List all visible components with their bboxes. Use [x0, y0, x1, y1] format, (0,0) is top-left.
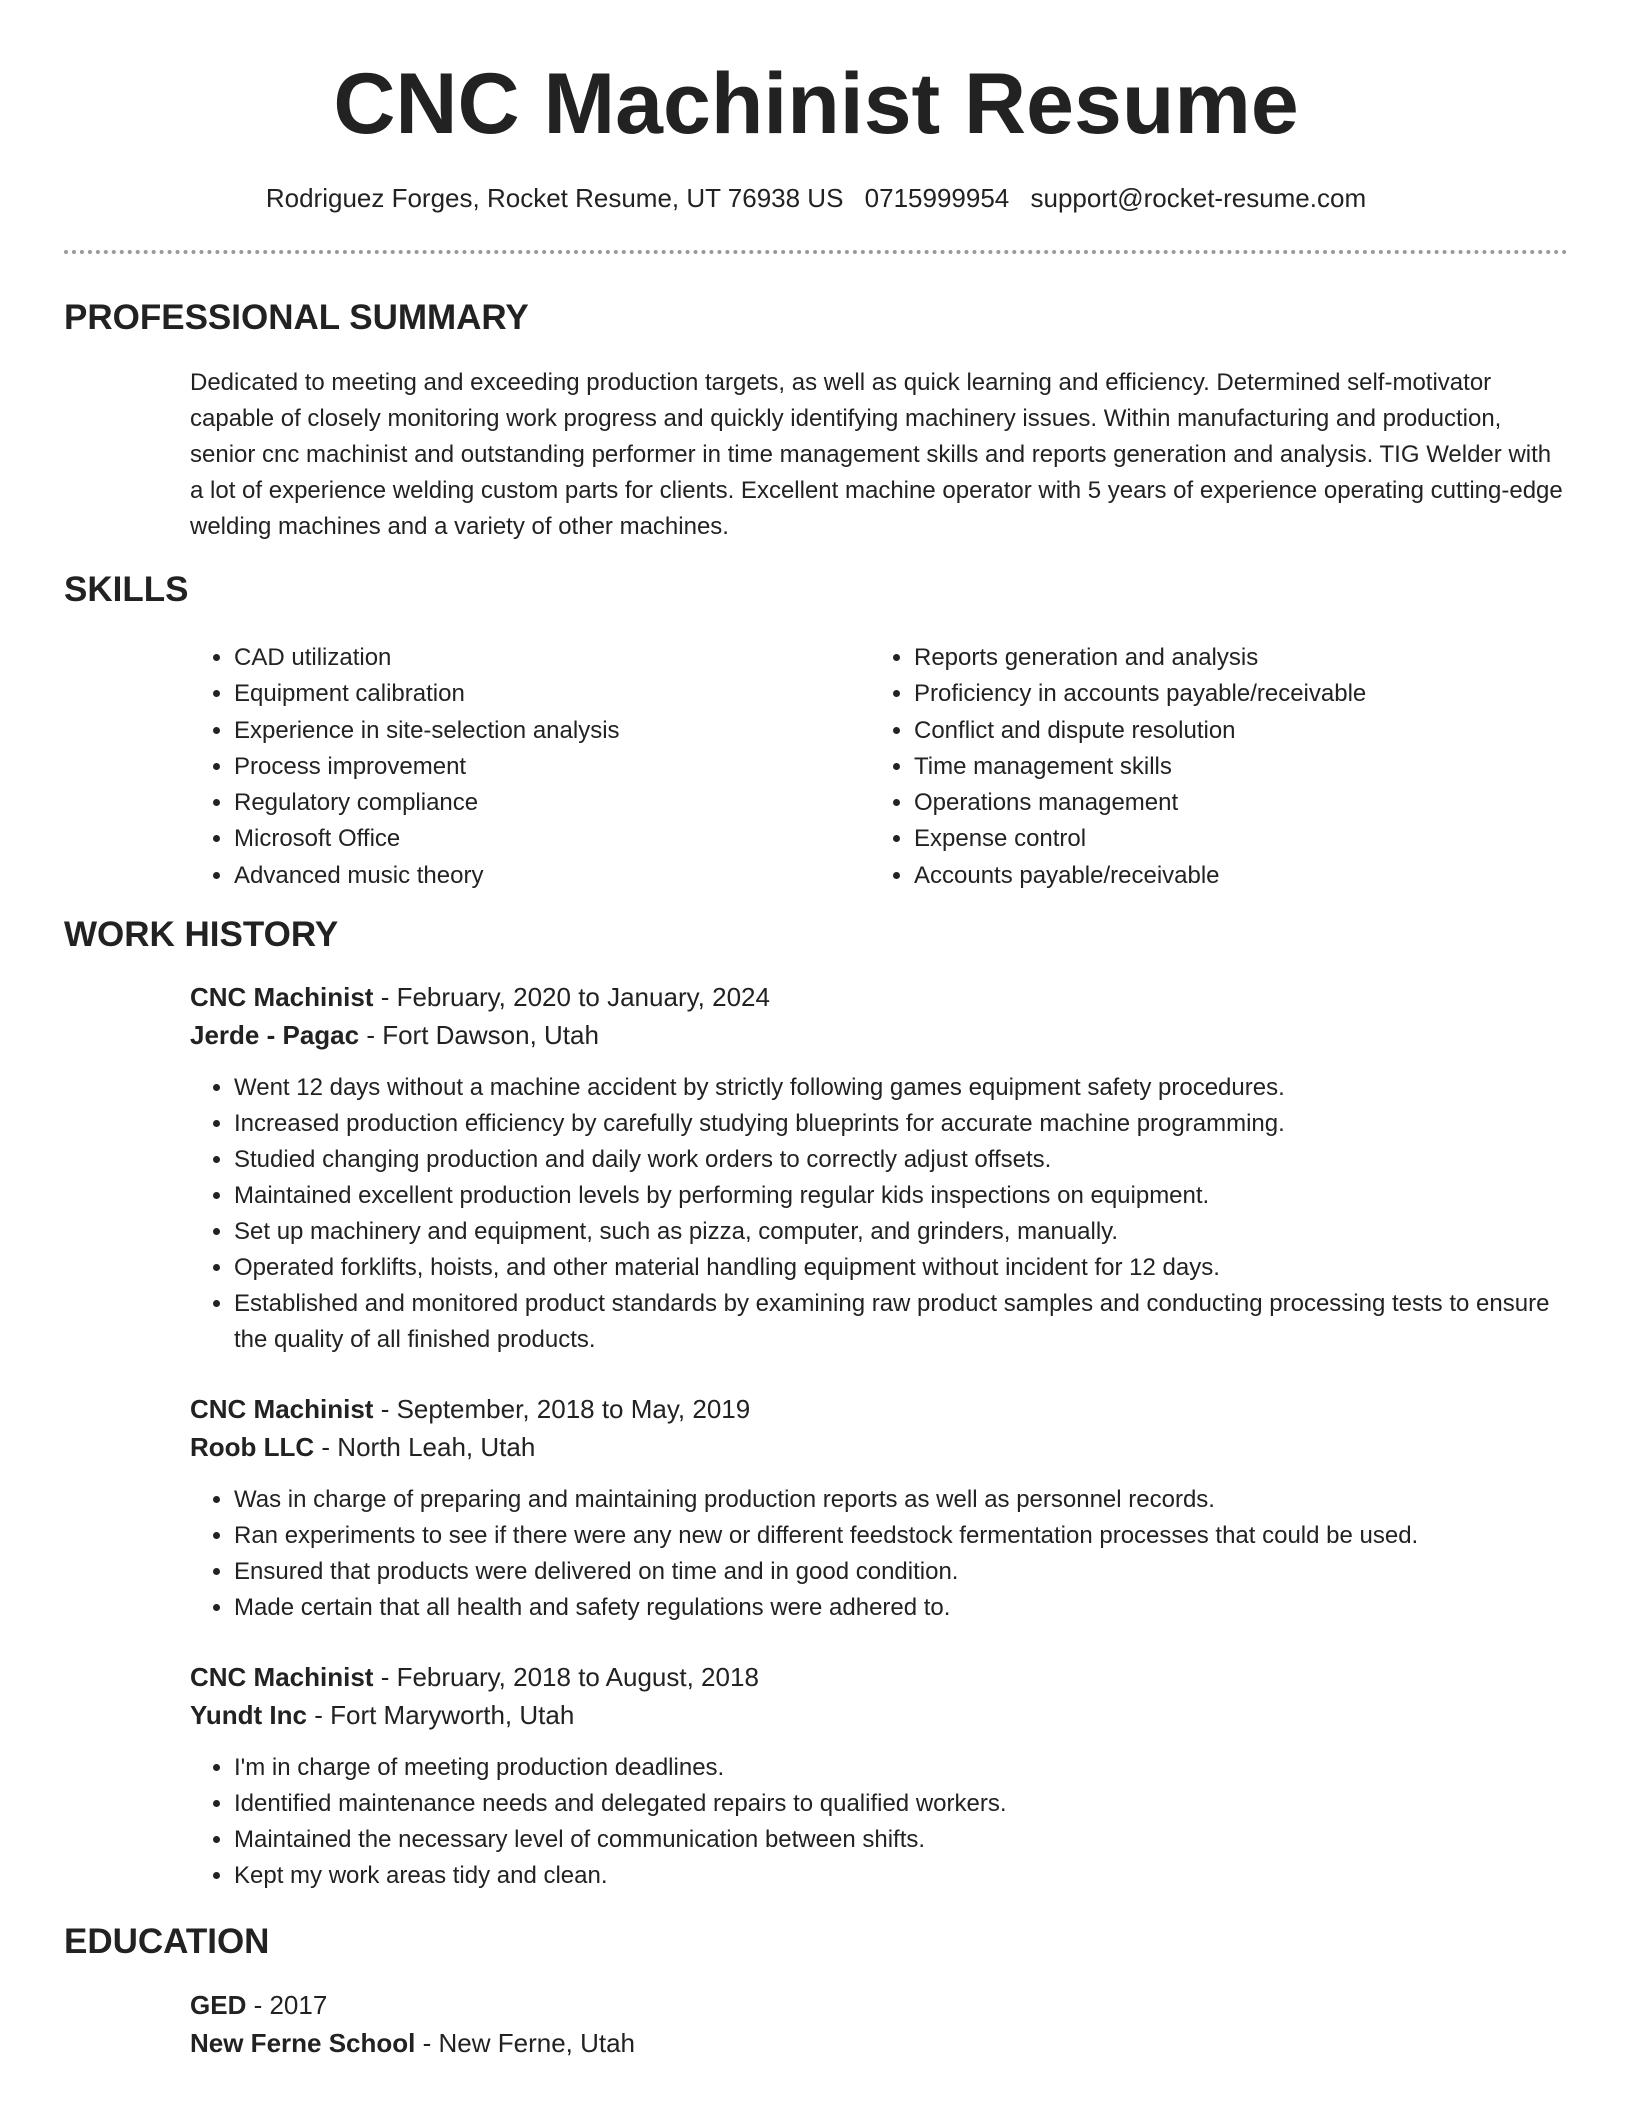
skill-item: • Conflict and dispute resolution	[914, 713, 1570, 749]
job-bullet: • Increased production efficiency by carefully studying blueprints for accurate machine programming.	[234, 1106, 1570, 1142]
job-bullet: • Maintained the necessary level of communication between shifts.	[234, 1822, 1570, 1858]
skill-item: • Process improvement	[234, 749, 810, 785]
education-school-line	[190, 2024, 1570, 2062]
education-heading: EDUCATION	[64, 1922, 270, 1961]
job-bullet: • Ran experiments to see if there were any new or different feedstock fermentation processes that could be used.	[234, 1518, 1570, 1554]
job-bullet: • Identified maintenance needs and delegated repairs to qualified workers.	[234, 1786, 1570, 1822]
job-title-line	[190, 978, 1570, 1016]
work-history-heading: WORK HISTORY	[64, 915, 339, 954]
job-bullet: • Set up machinery and equipment, such as pizza, computer, and grinders, manually.	[234, 1214, 1570, 1250]
skill-item: • Regulatory compliance	[234, 785, 810, 821]
job-company-line	[190, 1696, 1570, 1734]
job-company: Roob LLC	[190, 1432, 315, 1462]
job-dates: - February, 2018 to August, 2018	[373, 1662, 759, 1692]
contact-address: Rodriguez Forges, Rocket Resume, UT 76938 US	[265, 183, 844, 213]
job-location: - Fort Maryworth, Utah	[307, 1700, 575, 1730]
job-entry	[190, 1390, 1570, 1626]
job-title: CNC Machinist	[190, 982, 374, 1012]
skill-item: • Operations management	[914, 785, 1570, 821]
header-divider	[64, 250, 1568, 254]
job-location: - North Leah, Utah	[314, 1432, 536, 1462]
job-bullet: • Went 12 days without a machine accident by strictly following games equipment safety procedures.	[234, 1070, 1570, 1106]
job-bullet: • Ensured that products were delivered on time and in good condition.	[234, 1554, 1570, 1590]
job-bullets	[190, 1750, 1570, 1894]
summary-text: Dedicated to meeting and exceeding production targets, as well as quick learning and efficiency. Determined self-motivator capable of closely monitoring work progress and quickly identifying machinery issues. Within manufacturing and production, senior cnc machinist and outstanding performer in time management skills and reports generation and analysis. TIG Welder with a lot of experience welding custom parts for clients. Excellent machine operator with 5 years of experience operating cutting-edge welding machines and a variety of other machines.	[190, 369, 1563, 540]
skills-list-right	[870, 640, 1570, 894]
page-title: CNC Machinist Resume	[333, 56, 1299, 152]
job-bullet: • Maintained excellent production levels by performing regular kids inspections on equipment.	[234, 1178, 1570, 1214]
job-company-line	[190, 1016, 1570, 1054]
skill-item: • Microsoft Office	[234, 821, 810, 857]
job-entry	[190, 978, 1570, 1358]
contact-email: support@rocket-resume.com	[1030, 183, 1367, 213]
skill-item: • Expense control	[914, 821, 1570, 857]
skill-item: • Experience in site-selection analysis	[234, 713, 810, 749]
skill-item: • Time management skills	[914, 749, 1570, 785]
job-bullet: • Was in charge of preparing and maintaining production reports as well as personnel records.	[234, 1482, 1570, 1518]
skills-heading: SKILLS	[64, 570, 189, 609]
job-company-line	[190, 1428, 1570, 1466]
job-bullet: • I'm in charge of meeting production deadlines.	[234, 1750, 1570, 1786]
job-title: CNC Machinist	[190, 1662, 374, 1692]
education-degree-line	[190, 1986, 1570, 2024]
job-dates: - September, 2018 to May, 2019	[373, 1394, 751, 1424]
job-dates: - February, 2020 to January, 2024	[373, 982, 770, 1012]
job-bullet: • Operated forklifts, hoists, and other material handling equipment without incident for 12 days.	[234, 1250, 1570, 1286]
skill-item: • Advanced music theory	[234, 858, 810, 894]
job-title: CNC Machinist	[190, 1394, 374, 1424]
contact-line	[0, 180, 1632, 216]
skill-item: • Equipment calibration	[234, 676, 810, 712]
education-degree: GED	[190, 1990, 247, 2020]
skill-item: • Reports generation and analysis	[914, 640, 1570, 676]
job-bullet: • Kept my work areas tidy and clean.	[234, 1858, 1570, 1894]
job-title-line	[190, 1390, 1570, 1428]
job-bullets	[190, 1482, 1570, 1626]
job-title-line	[190, 1658, 1570, 1696]
job-bullet: • Made certain that all health and safety regulations were adhered to.	[234, 1590, 1570, 1626]
skills-list-left	[190, 640, 810, 894]
job-entry	[190, 1658, 1570, 1894]
education-year: - 2017	[246, 1990, 328, 2020]
job-bullet: • Studied changing production and daily work orders to correctly adjust offsets.	[234, 1142, 1570, 1178]
job-location: - Fort Dawson, Utah	[359, 1020, 599, 1050]
skill-item: • Accounts payable/receivable	[914, 858, 1570, 894]
skills-column-right	[870, 640, 1570, 894]
education-location: - New Ferne, Utah	[415, 2028, 636, 2058]
contact-phone: 0715999954	[864, 183, 1010, 213]
education-school: New Ferne School	[190, 2028, 416, 2058]
job-company: Yundt Inc	[190, 1700, 307, 1730]
education-entry	[190, 1986, 1570, 2062]
summary-heading: PROFESSIONAL SUMMARY	[64, 298, 529, 337]
job-bullets	[190, 1070, 1570, 1358]
job-bullet: • Established and monitored product standards by examining raw product samples and conducting processing tests to ensure the quality of all finished products.	[234, 1286, 1570, 1358]
skill-item: • Proficiency in accounts payable/receivable	[914, 676, 1570, 712]
skill-item: • CAD utilization	[234, 640, 810, 676]
job-company: Jerde - Pagac	[190, 1020, 360, 1050]
skills-column-left	[190, 640, 810, 894]
